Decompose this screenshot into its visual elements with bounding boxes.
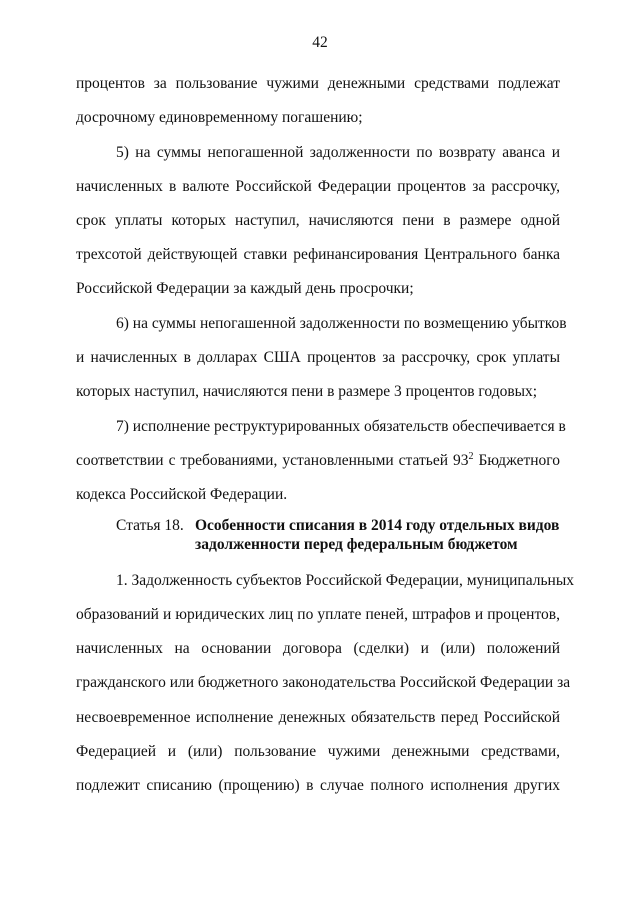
text-line: процентов за пользование чужими денежными средствами подлежат [76,75,560,92]
text-line: и начисленных в долларах США процентов за рассрочку, срок уплаты [76,349,560,366]
text-line: Российской Федерации за каждый день просрочки; [76,280,414,297]
text-line: 7) исполнение реструктурированных обязательств обеспечивается в [116,418,566,435]
text-line: образований и юридических лиц по уплате пеней, штрафов и процентов, [76,606,560,623]
text-line: трехсотой действующей ставки рефинансирования Центрального банка [76,246,560,263]
text-line: 6) на суммы непогашенной задолженности по возмещению убытков [116,315,567,332]
text-line: Федерацией и (или) пользование чужими денежными средствами, [76,743,560,760]
text-line: 1. Задолженность субъектов Российской Федерации, муниципальных [116,572,574,589]
text-line: 5) на суммы непогашенной задолженности по возврату аванса и [116,144,560,161]
article-label: Статья 18. [116,517,184,534]
article-title: Особенности списания в 2014 году отдельных видов [195,517,560,534]
text-line: досрочному единовременному погашению; [76,109,363,126]
text-line: которых наступил, начисляются пени в размере 3 процентов годовых; [76,383,538,400]
text-line: подлежит списанию (прощению) в случае полного исполнения других [76,777,560,794]
text-line: несвоевременное исполнение денежных обязательств перед Российской [76,709,560,726]
text-line: срок уплаты которых наступил, начисляются пени в размере одной [76,212,560,229]
text-line: кодекса Российской Федерации. [76,486,288,503]
superscript: 2 [468,451,474,462]
article-title: задолженности перед федеральным бюджетом [195,536,518,553]
text-line: начисленных на основании договора (сделки) и (или) положений [76,640,560,657]
text-line: начисленных в валюте Российской Федерации процентов за рассрочку, [76,178,560,195]
text-line: гражданского или бюджетного законодательства Российской Федерации за [76,674,571,691]
page-number: 42 [312,34,328,51]
text-line: соответствии с требованиями, установленными статьей $93^2$ Бюджетного [76,451,560,469]
